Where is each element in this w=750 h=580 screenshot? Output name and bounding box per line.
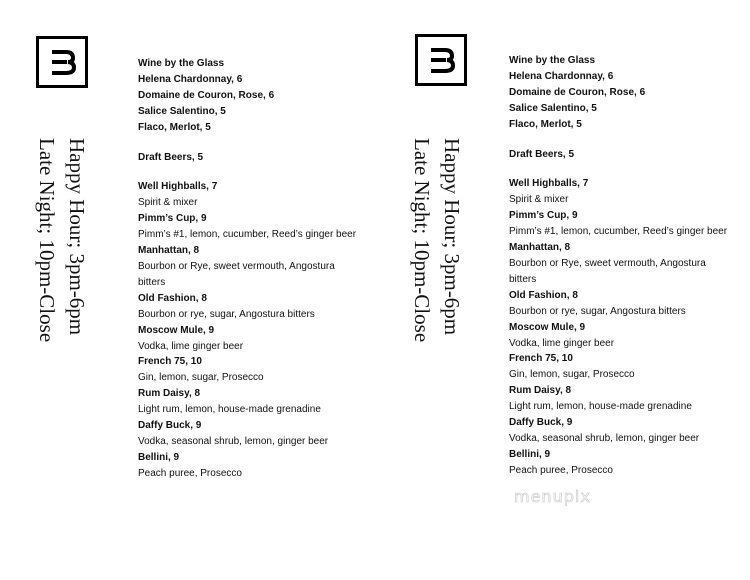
letter-b-logo-icon xyxy=(418,37,464,83)
cocktail-desc: Pimm’s #1, lemon, cucumber, Reed’s ginger beer xyxy=(138,229,357,241)
menu-list xyxy=(509,53,734,479)
cocktail-desc: Gin, lemon, sugar, Prosecco xyxy=(509,369,635,381)
cocktail-desc: Bourbon or rye, sugar, Angostura bitters xyxy=(509,305,686,317)
draft-beers: Draft Beers, 5 xyxy=(138,151,204,163)
cocktail-desc: Spirit & mixer xyxy=(138,197,198,209)
cocktail-name: Pimm’s Cup, 9 xyxy=(509,210,578,222)
watermark: menupix xyxy=(514,487,591,506)
cocktail-name: Moscow Mule, 9 xyxy=(509,321,586,333)
cocktail-desc: Vodka, lime ginger beer xyxy=(509,337,615,349)
cocktail-name: French 75, 10 xyxy=(509,353,573,365)
wine-item: Salice Salentino, 5 xyxy=(509,102,597,114)
wine-heading: Wine by the Glass xyxy=(138,58,225,69)
wine-item: Flaco, Merlot, 5 xyxy=(138,121,211,133)
cocktail-name: Well Highballs, 7 xyxy=(138,181,218,193)
cocktail-name: Old Fashion, 8 xyxy=(138,292,207,304)
wine-item: Flaco, Merlot, 5 xyxy=(509,118,582,130)
cocktail-name: Pimm’s Cup, 9 xyxy=(138,213,207,225)
cocktail-name: Manhattan, 8 xyxy=(138,245,200,257)
happy-hour-text: Happy Hour; 3pm-6pm xyxy=(65,138,89,336)
cocktail-desc: Gin, lemon, sugar, Prosecco xyxy=(138,372,264,384)
cocktail-name: Manhattan, 8 xyxy=(509,242,571,254)
wine-item: Domaine de Couron, Rose, 6 xyxy=(138,89,275,101)
cocktail-name: Bellini, 9 xyxy=(509,448,551,460)
cocktail-name: Rum Daisy, 8 xyxy=(509,385,572,397)
cocktail-desc: Vodka, seasonal shrub, lemon, ginger beer xyxy=(138,435,329,447)
cocktail-name: Moscow Mule, 9 xyxy=(138,324,215,336)
brand-logo xyxy=(36,36,88,88)
wine-heading: Wine by the Glass xyxy=(509,55,596,66)
wine-item: Helena Chardonnay, 6 xyxy=(138,73,243,85)
cocktail-name: French 75, 10 xyxy=(138,356,202,368)
happy-hour-text: Happy Hour; 3pm-6pm xyxy=(440,138,464,336)
cocktail-desc: Pimm’s #1, lemon, cucumber, Reed’s ginger beer xyxy=(509,226,728,238)
cocktail-desc: Vodka, lime ginger beer xyxy=(138,340,244,352)
cocktail-desc: Spirit & mixer xyxy=(509,194,569,206)
draft-beers: Draft Beers, 5 xyxy=(509,148,575,160)
letter-b-logo-icon xyxy=(39,39,85,85)
cocktail-desc: Bourbon or Rye, sweet vermouth, Angostura bitters xyxy=(138,260,335,288)
cocktail-name: Bellini, 9 xyxy=(138,451,180,463)
cocktail-desc: Bourbon or Rye, sweet vermouth, Angostura bitters xyxy=(509,257,706,285)
cocktail-desc: Peach puree, Prosecco xyxy=(138,467,242,479)
wine-item: Salice Salentino, 5 xyxy=(138,105,226,117)
wine-item: Helena Chardonnay, 6 xyxy=(509,70,614,82)
cocktail-desc: Light rum, lemon, house-made grenadine xyxy=(509,401,692,413)
cocktail-name: Daffy Buck, 9 xyxy=(138,420,202,432)
cocktail-name: Rum Daisy, 8 xyxy=(138,388,201,400)
hours-vertical xyxy=(30,138,92,370)
brand-logo xyxy=(415,34,467,86)
hours-vertical xyxy=(405,138,467,370)
cocktail-desc: Vodka, seasonal shrub, lemon, ginger beer xyxy=(509,432,700,444)
wine-item: Domaine de Couron, Rose, 6 xyxy=(509,86,646,98)
cocktail-desc: Peach puree, Prosecco xyxy=(509,464,613,476)
cocktail-desc: Bourbon or rye, sugar, Angostura bitters xyxy=(138,308,315,320)
late-night-text: Late Night; 10pm-Close xyxy=(35,138,59,343)
cocktail-name: Well Highballs, 7 xyxy=(509,178,589,190)
cocktail-desc: Light rum, lemon, house-made grenadine xyxy=(138,404,321,416)
late-night-text: Late Night; 10pm-Close xyxy=(410,138,434,343)
menu-list xyxy=(138,56,363,482)
cocktail-name: Old Fashion, 8 xyxy=(509,289,578,301)
cocktail-name: Daffy Buck, 9 xyxy=(509,417,573,429)
